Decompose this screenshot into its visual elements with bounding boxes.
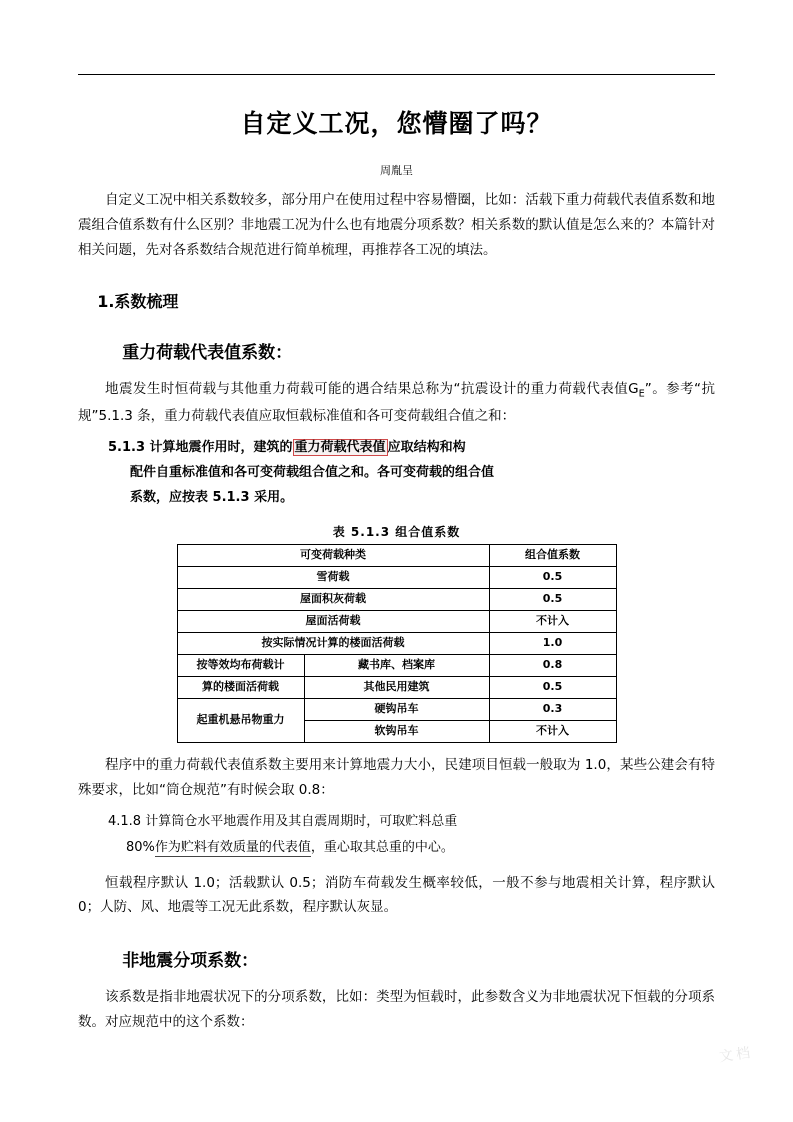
table-row [177,632,616,654]
quote2-underlined: 作为贮料有效质量的代表值 [154,839,311,855]
quote-line-1a: 5.1.3 计算地震作用时，建筑的 [108,439,293,455]
table-cell-item: 屋面活荷载 [177,610,489,632]
highlighted-term: 重力荷载代表值 [294,439,386,455]
code-quote-418 [78,809,715,861]
table-row [177,610,616,632]
table-cell-value: 不计入 [489,720,616,742]
paragraph-defaults: 恒载程序默认 1.0；活载默认 0.5；消防车荷载发生概率较低，一般不参与地震相关计算，程序默认 0；人防、风、地震等工况无此系数，程序默认灰显。 [78,874,715,916]
table-cell-value: 0.3 [489,698,616,720]
author-name: 周胤呈 [380,164,413,177]
table-row [177,698,616,720]
quote-line-3: 系数，应按表 5.1.3 采用。 [130,490,294,506]
table-cell-value: 1.0 [489,632,616,654]
table-cell-value: 0.5 [489,676,616,698]
paragraph-program-usage: 程序中的重力荷载代表值系数主要用来计算地震力大小，民建项目恒载一般取为 1.0，某些公建会有特殊要求，比如“筒仓规范”有时候会取 0.8： [78,756,715,798]
document-content [78,0,715,1035]
para1-part-a: 地震发生时恒荷载与其他重力荷载可能的遇合结果总称为“抗震设计的重力荷载代表值G [105,380,639,397]
quote-line-1b: 应取结构和构 [387,439,466,455]
table-row [177,588,616,610]
paragraph-gravity-definition [78,377,715,429]
table-header-category: 可变荷载种类 [177,544,489,566]
table-cell-value: 0.8 [489,654,616,676]
quote2-line-1: 4.1.8 计算筒仓水平地震作用及其自震周期时，可取贮料总重 [108,813,458,829]
combination-coefficient-table [177,544,617,743]
table-cell-value: 0.5 [489,566,616,588]
table-cell-item: 按实际情况计算的楼面活荷载 [177,632,489,654]
quote2-line-2 [108,835,715,861]
subsection-heading-nonseismic-factor: 非地震分项系数： [122,951,259,972]
table-cell-value: 0.5 [489,588,616,610]
table-row [177,676,616,698]
watermark: 文档 [718,1044,755,1066]
section-heading-1: 1.系数梳理 [97,291,179,311]
quote-line-2: 配件自重标准值和各可变荷载组合值之和。各可变荷载的组合值 [130,464,495,480]
paragraph-nonseismic-explanation: 该系数是指非地震状况下的分项系数，比如：类型为恒载时，此参数含义为非地震状况下恒载的分项系数。对应规范中的这个系数： [78,989,715,1031]
intro-paragraph: 自定义工况中相关系数较多，部分用户在使用过程中容易懵圈，比如：活载下重力荷载代表值系数和地震组合值系数有什么区别？非地震工况为什么也有地震分项系数？相关系数的默认值是怎么来的？本篇针对相关问题，先对各系数结合规范进行简单梳理，再推荐各工况的填法。 [78,192,715,258]
table-cell-item: 其他民用建筑 [304,676,489,698]
quote-line-1 [108,435,715,460]
table-cell-item: 硬钩吊车 [304,698,489,720]
table-cell-item: 雪荷载 [177,566,489,588]
table-cell-group: 起重机悬吊物重力 [177,698,304,742]
page-title: 自定义工况，您懵圈了吗？ [240,109,553,138]
subsection-heading-gravity-coef: 重力荷载代表值系数： [122,342,293,363]
table-row [177,654,616,676]
table-cell-item: 屋面积灰荷载 [177,588,489,610]
table-header-row [177,544,616,566]
table-caption: 表 5.1.3 组合值系数 [332,524,461,539]
quote2-tail: ，重心取其总重的中心。 [310,839,454,855]
para1-part-b: ”。参考“抗规”5.1.3 条，重力荷载代表值应取恒载标准值和各可变荷载组合值之和： [78,380,715,424]
coefficient-table-wrap [177,523,617,743]
table-row [177,566,616,588]
table-cell-item: 软钩吊车 [304,720,489,742]
table-cell-value: 不计入 [489,610,616,632]
para1-subscript: E [638,388,645,400]
table-cell-item: 藏书库、档案库 [304,654,489,676]
header-rule [78,74,715,75]
code-quote-513 [78,435,715,511]
table-cell-group: 按等效均布荷载计 [177,654,304,676]
quote2-percent: 80% [126,839,155,855]
table-cell-group: 算的楼面活荷载 [177,676,304,698]
table-header-coefficient: 组合值系数 [489,544,616,566]
